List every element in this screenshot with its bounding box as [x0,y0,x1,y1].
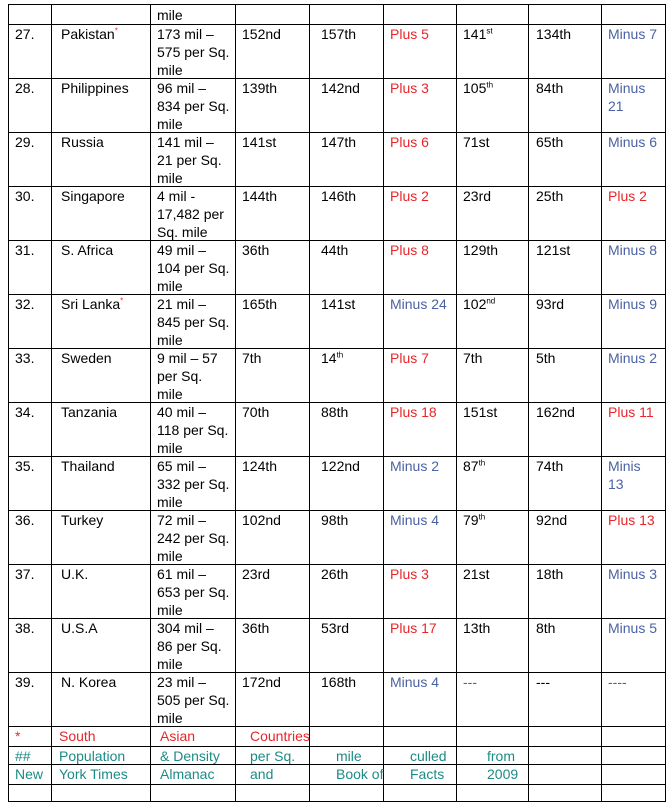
rank-2009-value: 53rd [321,620,350,636]
index-2000 [463,403,497,421]
index-change: Minus 21 [608,80,646,114]
index-2000-value: 87 [463,458,479,474]
country-name: U.K. [61,566,89,582]
south-asian-marker: * [120,296,124,306]
country-name: Tanzania [61,404,118,420]
country-name: U.S.A [61,620,98,636]
rank-2000: 172nd [242,674,281,690]
rank-2000: 144th [242,188,278,204]
population-density: 9 mil – 57 per Sq. mile [157,350,218,402]
column-divider [309,4,310,802]
country-name: Turkey [61,512,104,528]
column-divider [51,4,52,802]
rank-2000: 23rd [242,566,271,582]
previous-row-fragment: mile [157,7,183,23]
index-change: Minus 7 [608,26,658,42]
index-2000-suffix: th [478,512,486,522]
index-2000 [463,241,498,259]
population-density: 4 mil - 17,482 per Sq. mile [157,188,224,240]
rank-2000: 152nd [242,26,281,42]
footnote-cell: South [59,728,96,744]
rank-change: Plus 17 [390,620,437,636]
row-number: 36. [15,512,35,528]
row-number: 29. [15,134,35,150]
population-density: 96 mil – 834 per Sq. mile [157,80,230,132]
rank-2009-value: 44th [321,242,349,258]
index-2000 [463,457,485,475]
index-2000 [463,673,477,691]
index-2000-suffix: th [478,458,486,468]
footnote-cell: from [487,748,515,764]
rank-2009 [321,619,349,637]
rank-2009-suffix: th [336,350,344,360]
rank-2009 [321,457,360,475]
index-change: Minus 8 [608,242,658,258]
population-density: 173 mil – 575 per Sq. mile [157,26,230,78]
country-name: Sri Lanka* [61,296,124,312]
column-divider [383,4,384,802]
footnote-cell: Almanac [160,766,215,782]
row-number: 31. [15,242,35,258]
footnote-cell: Facts [410,766,445,782]
rank-2000: 70th [242,404,270,420]
footnote-cell: ## [15,748,31,764]
column-divider [665,4,666,802]
index-change: ---- [608,674,627,690]
rank-2009-value: 122nd [321,458,360,474]
rank-2000: 102nd [242,512,281,528]
index-change: Plus 11 [608,404,654,420]
column-divider [150,4,151,802]
index-2009: 65th [536,134,564,150]
row-number: 27. [15,26,35,42]
index-change: Minis 13 [608,458,641,492]
row-number: 39. [15,674,35,690]
index-change: Minus 6 [608,134,658,150]
index-2009: 84th [536,80,564,96]
population-density: 40 mil – 118 per Sq. mile [157,404,229,456]
footnote-cell: * [15,728,21,744]
index-2000 [463,295,495,313]
country-name: Russia [61,134,104,150]
population-density: 61 mil – 653 per Sq. mile [157,566,230,618]
index-2000 [463,79,493,97]
rank-change: Plus 6 [390,134,429,150]
rank-change: Minus 2 [390,458,440,474]
row-number: 38. [15,620,35,636]
population-density: 49 mil – 104 per Sq. mile [157,242,230,294]
rank-2000: 141st [242,134,277,150]
row-divider [8,4,665,5]
row-number: 34. [15,404,35,420]
footnote-cell: culled [410,748,447,764]
population-density: 141 mil – 21 per Sq. mile [157,134,222,186]
rank-2009 [321,241,348,259]
index-2000 [463,25,493,43]
rank-2000: 139th [242,80,278,96]
index-2009: 162nd [536,404,575,420]
rank-2009 [321,133,356,151]
rank-change: Plus 8 [390,242,429,258]
country-name: S. Africa [61,242,114,258]
index-2000-suffix: th [486,80,494,90]
index-2000-value: 102 [463,296,487,312]
column-divider [8,4,9,802]
index-2009: 92nd [536,512,568,528]
index-2000-value: 151st [463,404,498,420]
rank-2009-value: 26th [321,566,349,582]
index-2000-value: 71st [463,134,490,150]
rank-2009 [321,295,355,313]
index-2009: 25th [536,188,564,204]
rank-2009-value: 146th [321,188,357,204]
footnote-cell: per Sq. [250,748,296,764]
row-divider [8,726,665,727]
country-name: Philippines [61,80,129,96]
footnote-cell: & Density [160,748,220,764]
index-2000-value: 129th [463,242,499,258]
rank-2009 [321,187,356,205]
rank-2009 [321,79,360,97]
country-name: Sweden [61,350,112,366]
row-number: 35. [15,458,35,474]
index-2000-value: --- [463,674,477,690]
index-change: Minus 5 [608,620,658,636]
index-2000-value: 13th [463,620,491,636]
footnote-cell: York Times [59,766,128,782]
rank-2009-value: 147th [321,134,357,150]
rank-2009 [321,349,343,367]
index-2000-value: 23rd [463,188,492,204]
country-name: Pakistan* [61,26,118,42]
index-2000 [463,349,482,367]
row-number: 37. [15,566,35,582]
footnote-cell: Population [59,748,126,764]
rank-2000: 36th [242,620,270,636]
footnote-cell: New [15,766,44,782]
row-divider [8,801,665,802]
rank-2009-value: 88th [321,404,349,420]
index-change: Minus 3 [608,566,658,582]
rank-2000: 36th [242,242,270,258]
rank-2009 [321,511,348,529]
rank-2009-value: 141st [321,296,356,312]
index-2000 [463,565,489,583]
footnote-cell: and [250,766,274,782]
footnote-cell: Countries [250,728,310,744]
rank-2009-value: 142nd [321,80,360,96]
index-2000-value: 105 [463,80,487,96]
index-change: Plus 2 [608,188,647,204]
index-2009: 18th [536,566,564,582]
rank-2009-value: 168th [321,674,357,690]
rank-2009 [321,565,348,583]
footnote-cell: 2009 [487,766,519,782]
south-asian-marker: * [114,26,118,36]
rank-change: Plus 7 [390,350,429,366]
rank-change: Plus 18 [390,404,437,420]
column-divider [601,4,602,802]
index-2009: 121st [536,242,571,258]
column-divider [235,4,236,802]
index-2009: 134th [536,26,572,42]
rank-2009 [321,403,348,421]
index-2000-suffix: st [486,26,493,36]
population-density: 23 mil – 505 per Sq. mile [157,674,230,726]
rank-change: Minus 4 [390,674,440,690]
rank-change: Plus 5 [390,26,429,42]
index-2000 [463,187,491,205]
country-name: N. Korea [61,674,117,690]
population-density: 21 mil – 845 per Sq. mile [157,296,230,348]
index-2009: 5th [536,350,556,366]
index-change: Plus 13 [608,512,655,528]
index-2009: 8th [536,620,556,636]
footnote-cell: Asian [160,728,196,744]
rank-change: Plus 3 [390,566,429,582]
rank-2000: 7th [242,350,262,366]
index-2000-value: 79 [463,512,479,528]
rank-2009 [321,673,356,691]
footnote-cell: mile [336,748,362,764]
index-2000-value: 141 [463,26,487,42]
rank-2009-value: 98th [321,512,349,528]
row-number: 28. [15,80,35,96]
footnote-cell: Book of [336,766,384,782]
index-2000 [463,619,490,637]
rank-change: Minus 4 [390,512,440,528]
country-name: Thailand [61,458,115,474]
rank-change: Plus 3 [390,80,429,96]
rank-change: Plus 2 [390,188,429,204]
country-name: Singapore [61,188,125,204]
index-change: Minus 2 [608,350,658,366]
column-divider [528,4,529,802]
population-density: 65 mil – 332 per Sq. mile [157,458,230,510]
index-2009: 93rd [536,296,565,312]
index-2000 [463,133,489,151]
index-2009: --- [536,674,550,690]
index-2009: 74th [536,458,564,474]
row-number: 32. [15,296,35,312]
rank-2009 [321,25,356,43]
index-2000-value: 7th [463,350,483,366]
column-divider [456,4,457,802]
index-change: Minus 9 [608,296,658,312]
row-number: 30. [15,188,35,204]
index-2000 [463,511,485,529]
rank-2009-value: 14 [321,350,337,366]
index-2000-suffix: nd [486,296,496,306]
population-density: 304 mil – 86 per Sq. mile [157,620,222,672]
row-divider [8,784,665,785]
rank-change: Minus 24 [390,296,447,312]
rank-2000: 124th [242,458,278,474]
index-2000-value: 21st [463,566,490,582]
population-density: 72 mil – 242 per Sq. mile [157,512,230,564]
rank-2009-value: 157th [321,26,357,42]
rank-2000: 165th [242,296,278,312]
row-number: 33. [15,350,35,366]
